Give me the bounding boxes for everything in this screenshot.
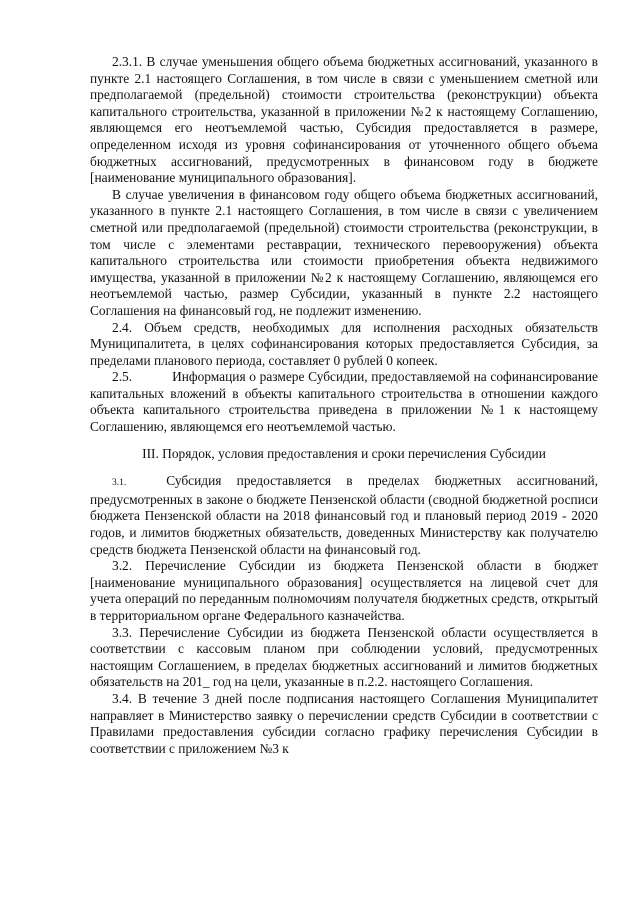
section-heading: III. Порядок, условия предоставления и сроки перечисления Субсидии	[142, 445, 546, 461]
paragraph-2-3-1: 2.3.1. В случае уменьшения общего объема бюджетных ассигнований, указанного в пункте 2.1 настоящего Соглашения, в том числе в связи с уменьшением сметной или предполагаемой (предельной) стоимости строительства (реконструкции) объекта капитального строительства, указанной в приложении №2 к настоящему Соглашению, являющемся его неотъемлемой частью, Субсидия предоставляется в размере, определенном исходя из уровня софинансирования от уточненного общего объема бюджетных ассигнований, предусмотренных в финансовом году в бюджете [наименование муниципального образования].	[90, 54, 598, 186]
paragraph-2-5-text: Информация о размере Субсидии, предоставляемой на софинансирование капитальных вложений в объекты капитального строительства в отношении каждого объекта капитального строительства приведена в приложении №1 к настоящему Соглашению, являющемся его неотъемлемой частью.	[90, 369, 598, 435]
paragraph-3-2: 3.2. Перечисление Субсидии из бюджета Пензенской области в бюджет [наименование муниципального образования] осуществляется на лицевой счет для учета операций по переданным полномочиям получателя бюджетных средств, открытый в территориальном органе Федерального казначейства.	[90, 558, 598, 623]
paragraph-3-1	[90, 473, 598, 558]
document-page	[90, 54, 598, 757]
paragraph-3-1-number: 3.1.	[112, 478, 127, 489]
paragraph-2-5-number: 2.5.	[112, 369, 133, 385]
paragraph-2-5	[90, 369, 598, 435]
paragraph-2-4: 2.4. Объем средств, необходимых для исполнения расходных обязательств Муниципалитета, в целях софинансирования которых предоставляется Субсидия, за пределами планового периода, составляет 0 рублей 0 копеек.	[90, 319, 598, 368]
paragraph-3-1-text: Субсидия предоставляется в пределах бюджетных ассигнований, предусмотренных в законе о бюджете Пензенской области (сводной бюджетной росписи бюджета Пензенской области на 2018 финансовый год и плановый период 2019 - 2020 годов, и лимитов бюджетных обязательств, доведенных Министерству как получателю средств бюджета Пензенской области на финансовый год.	[90, 473, 598, 557]
paragraph-increase: В случае увеличения в финансовом году общего объема бюджетных ассигнований, указанного в пункте 2.1 настоящего Соглашения, в том числе в связи с увеличением сметной или предполагаемой (предельной) стоимости строительства (реконструкции, в том числе с элементами реставрации, технического перевооружения) объекта капитального строительства или стоимости приобретения объекта недвижимого имущества, указанной в приложении №2 к настоящему Соглашению, являющемся его неотъемлемой частью, размер Субсидии, указанный в пункте 2.2 настоящего Соглашения на финансовый год, не подлежит изменению.	[90, 186, 598, 318]
paragraph-3-4: 3.4. В течение 3 дней после подписания настоящего Соглашения Муниципалитет направляет в Министерство заявку о перечислении средств Субсидии в соответствии с Правилами предоставления субсидии согласно графику перечисления Субсидии в соответствии с приложением №3 к	[90, 690, 598, 756]
paragraph-3-3: 3.3. Перечисление Субсидии из бюджета Пензенской области осуществляется в соответствии с кассовым планом при соблюдении условий, предусмотренных настоящим Соглашением, в пределах бюджетных ассигнований и лимитов бюджетных обязательств на 201_ год на цели, указанные в п.2.2. настоящего Соглашения.	[90, 624, 598, 690]
